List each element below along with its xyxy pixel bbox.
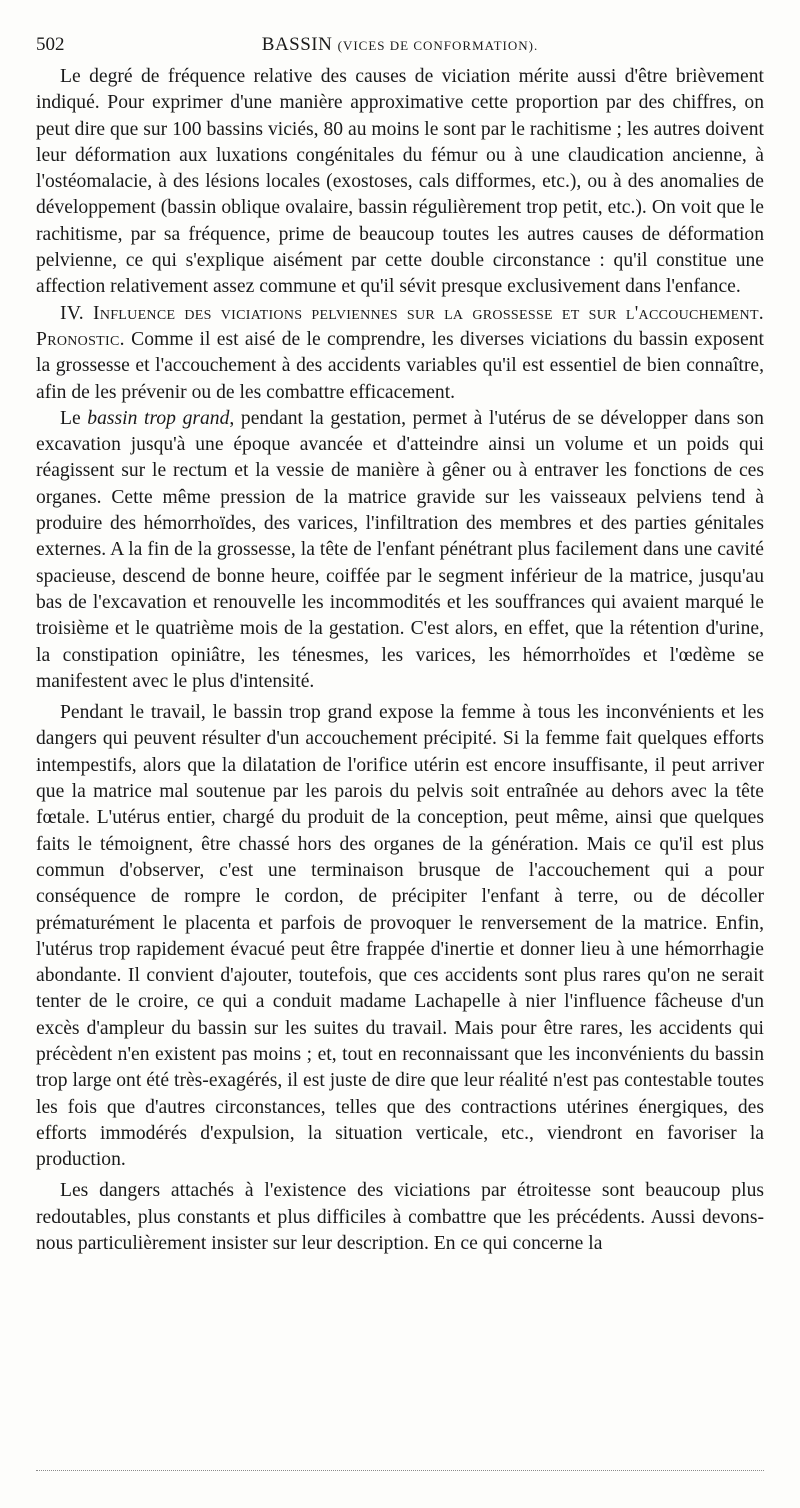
body-text — [36, 64, 764, 1257]
paragraph-large-pelvis-labour: Pendant le travail, le bassin trop grand expose la femme à tous les inconvénients et les dangers qui peuvent résulter d'un accouchement précipité. Si la femme fait quelques efforts intempestifs, alors que la dilatation de l'orifice utérin est encore insuffisante, il peut arriver que la matrice mal soutenue par les parois du pelvis soit entraînée au dehors avec la tête fœtale. L'utérus entier, chargé du produit de la conception, peut même, ainsi que quelques faits le témoignent, être chassé hors des organes de la génération. Mais ce qu'il est plus commun d'observer, c'est une terminaison brusque de l'accouchement qui a pour conséquence de rompre le cordon, de précipiter l'enfant à terre, ou de décoller prématurément le placenta et parfois de provoquer le renversement de la matrice. Enfin, l'utérus trop rapidement évacué peut être frappée d'inertie et donner lieu à une hémorrhagie abondante. Il convient d'ajouter, toutefois, que ces accidents sont plus rares qu'on ne serait tenter de le croire, ce qui a conduit madame Lachapelle à nier l'influence fâcheuse d'un excès d'ampleur du bassin sur les suites du travail. Mais pour être rares, les accidents qui précèdent n'en existent pas moins ; et, tout en reconnaissant que les inconvénients du bassin trop large ont été très-exagérés, il est juste de dire que leur réalité n'est pas contestable toutes les fois que d'autres circonstances, telles que des contractions utérines énergiques, des efforts immodérés d'expulsion, la situation verticale, etc., viendront en favoriser la production. — [36, 702, 764, 1171]
paragraph-viciation-frequency: Le degré de fréquence relative des causes de viciation mérite aussi d'être brièvement indiqué. Pour exprimer d'une manière approximative cette proportion par des chiffres, on peut dire que sur 100 bassins viciés, 80 au moins le sont par le rachitisme ; les autres doivent leur déformation aux luxations congénitales du fémur ou à une claudication ancienne, à l'ostéomalacie, à des lésions locales (exostoses, cals difformes, etc.), ou à des anomalies de développement (bassin oblique ovalaire, bassin régulièrement trop petit, etc.). On voit que le rachitisme, par sa fréquence, prime de beaucoup toutes les autres causes de déformation pelvienne, ce qui s'explique aisément par cette double circonstance : qu'il constitue une affection relativement assez commune et qu'il sévit presque exclusivement dans l'enfance. — [36, 66, 764, 298]
paragraph-narrow-pelvis: Les dangers attachés à l'existence des viciations par étroitesse sont beaucoup plus redoutables, plus constants et plus difficiles à combattre que les précédents. Aussi devons-nous particulièrement insister sur leur description. En ce qui concerne la — [36, 1180, 764, 1255]
footer-divider — [36, 1470, 764, 1471]
paragraph-lead: Le — [60, 407, 88, 429]
emphasis-term: bassin trop grand — [87, 407, 230, 429]
running-title-main: BASSIN — [261, 34, 333, 55]
paragraph-body: , pendant la gestation, permet à l'utérus de se développer dans son excavation jusqu'à une époque avancée et d'atteindre ainsi un volume et un poids qui réagissent sur le rectum et la vessie de manière à gêner ou à entraver les fonctions de ces organes. Cette même pression de la matrice gravide sur les vaisseaux pelviens tend à produire des hémorrhoïdes, des varices, l'infiltration des membres et des parties génitales externes. A la fin de la grossesse, la tête de l'enfant pénétrant plus facilement dans une cavité spacieuse, descend de bonne heure, coiffée par le segment inférieur de la matrice, jusqu'au bas de l'excavation et renouvelle les incommodités et les souffrances qui avaient marqué le troisième et le quatrième mois de la gestation. C'est alors, en effet, que la rétention d'urine, la constipation opiniâtre, les ténesmes, les varices, les hémorrhoïdes et l'œdème se manifestent avec le plus d'intensité. — [36, 407, 764, 692]
page-number: 502 — [36, 34, 65, 55]
page-header — [36, 30, 764, 60]
running-title — [36, 30, 764, 61]
running-title-sub: (VICES DE CONFORMATION). — [337, 38, 539, 53]
paragraph-section-iv — [36, 301, 764, 406]
section-heading: IV. Influence des viciations pelviennes sur la grossesse et sur l'accouchement. Pronostic. — [36, 302, 764, 350]
paragraph-large-pelvis-gestation — [36, 406, 764, 695]
section-intro-text: Comme il est aisé de le comprendre, les diverses viciations du bassin exposent la grossesse et l'accouchement à des accidents variables qu'il est essentiel de bien connaître, afin de les prévenir ou de les combattre efficacement. — [36, 328, 764, 403]
